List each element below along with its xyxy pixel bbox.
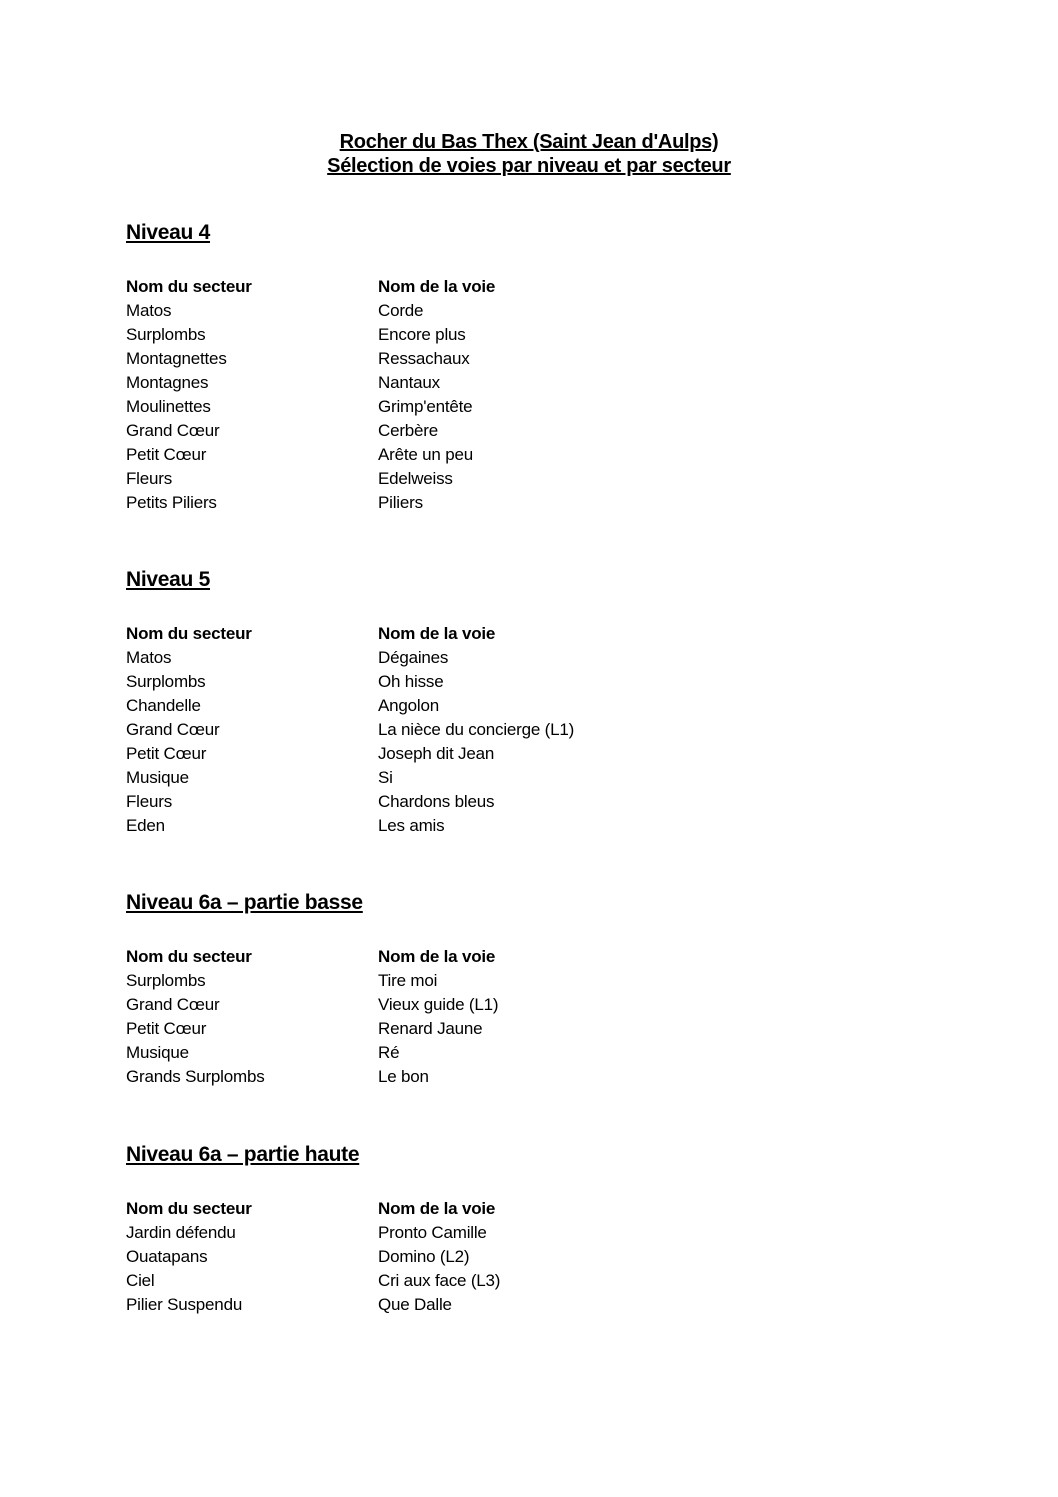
sector-cell: Moulinettes [126, 397, 211, 416]
table-row [126, 491, 678, 515]
route-cell: Pronto Camille [378, 1223, 487, 1242]
sector-cell: Eden [126, 816, 165, 835]
route-cell: La nièce du concierge (L1) [378, 720, 575, 739]
table-row [126, 1221, 678, 1245]
table-row [126, 694, 678, 718]
route-cell: Le bon [378, 1067, 429, 1086]
sector-cell: Surplombs [126, 672, 206, 691]
route-table [126, 945, 678, 1089]
sector-cell: Chandelle [126, 696, 201, 715]
title-line-1: Rocher du Bas Thex (Saint Jean d'Aulps) [339, 131, 719, 153]
sector-cell: Ciel [126, 1271, 155, 1290]
title-line-2: Sélection de voies par niveau et par secteur [327, 155, 731, 177]
route-cell: Que Dalle [378, 1295, 452, 1314]
table-row [126, 443, 678, 467]
table-row [126, 419, 678, 443]
table-row [126, 814, 678, 838]
table-row [126, 670, 678, 694]
table-row [126, 969, 678, 993]
sector-cell: Matos [126, 648, 172, 667]
route-cell: Piliers [378, 493, 423, 512]
table-row [126, 1245, 678, 1269]
route-cell: Vieux guide (L1) [378, 995, 499, 1014]
sector-cell: Surplombs [126, 971, 206, 990]
section-niveau-6a-basse [126, 890, 926, 1089]
section-heading: Niveau 4 [126, 221, 210, 244]
route-cell: Cri aux face (L3) [378, 1271, 501, 1290]
table-row [126, 323, 678, 347]
section-heading: Niveau 6a – partie haute [126, 1143, 360, 1166]
sector-cell: Fleurs [126, 469, 173, 488]
sector-cell: Grands Surplombs [126, 1067, 265, 1086]
table-row [126, 371, 678, 395]
route-cell: Domino (L2) [378, 1247, 470, 1266]
route-cell: Dégaines [378, 648, 449, 667]
route-cell: Angolon [378, 696, 439, 715]
route-cell: Edelweiss [378, 469, 453, 488]
sector-cell: Petit Cœur [126, 445, 207, 464]
sector-cell: Montagnes [126, 373, 209, 392]
sector-cell: Musique [126, 1043, 189, 1062]
section-niveau-6a-haute [126, 1142, 926, 1317]
table-row [126, 1269, 678, 1293]
route-cell: Chardons bleus [378, 792, 495, 811]
sector-cell: Petits Piliers [126, 493, 217, 512]
table-row [126, 347, 678, 371]
route-table [126, 275, 678, 515]
table-header-row [126, 275, 678, 299]
route-column-header: Nom de la voie [378, 277, 496, 296]
route-cell: Tire moi [378, 971, 438, 990]
route-cell: Cerbère [378, 421, 439, 440]
table-header-row [126, 1197, 678, 1221]
table-row [126, 718, 678, 742]
sector-column-header: Nom du secteur [126, 1199, 252, 1218]
sector-cell: Montagnettes [126, 349, 227, 368]
table-row [126, 1017, 678, 1041]
route-cell: Corde [378, 301, 424, 320]
route-column-header: Nom de la voie [378, 624, 496, 643]
route-cell: Si [378, 768, 393, 787]
table-header-row [126, 945, 678, 969]
route-cell: Oh hisse [378, 672, 444, 691]
sector-column-header: Nom du secteur [126, 947, 252, 966]
table-row [126, 646, 678, 670]
route-cell: Renard Jaune [378, 1019, 483, 1038]
section-niveau-4 [126, 220, 926, 515]
route-cell: Ressachaux [378, 349, 470, 368]
route-cell: Joseph dit Jean [378, 744, 495, 763]
table-row [126, 1041, 678, 1065]
sector-cell: Petit Cœur [126, 744, 207, 763]
table-header-row [126, 622, 678, 646]
route-cell: Les amis [378, 816, 445, 835]
route-cell: Arête un peu [378, 445, 473, 464]
section-heading: Niveau 6a – partie basse [126, 891, 363, 914]
route-column-header: Nom de la voie [378, 947, 496, 966]
route-cell: Encore plus [378, 325, 466, 344]
sector-cell: Grand Cœur [126, 421, 220, 440]
table-row [126, 1293, 678, 1317]
sector-cell: Ouatapans [126, 1247, 208, 1266]
sector-column-header: Nom du secteur [126, 277, 252, 296]
sector-cell: Jardin défendu [126, 1223, 236, 1242]
route-cell: Nantaux [378, 373, 440, 392]
table-row [126, 993, 678, 1017]
table-row [126, 395, 678, 419]
sector-cell: Pilier Suspendu [126, 1295, 243, 1314]
document-title [0, 130, 1058, 178]
section-niveau-5 [126, 567, 926, 838]
sector-cell: Grand Cœur [126, 720, 220, 739]
sector-column-header: Nom du secteur [126, 624, 252, 643]
route-column-header: Nom de la voie [378, 1199, 496, 1218]
table-row [126, 467, 678, 491]
sector-cell: Petit Cœur [126, 1019, 207, 1038]
table-row [126, 742, 678, 766]
table-row [126, 790, 678, 814]
sector-cell: Fleurs [126, 792, 173, 811]
route-cell: Grimp'entête [378, 397, 473, 416]
route-cell: Ré [378, 1043, 400, 1062]
sector-cell: Musique [126, 768, 189, 787]
section-heading: Niveau 5 [126, 568, 210, 591]
table-row [126, 1065, 678, 1089]
sector-cell: Matos [126, 301, 172, 320]
route-table [126, 622, 678, 838]
sector-cell: Surplombs [126, 325, 206, 344]
route-table [126, 1197, 678, 1317]
sector-cell: Grand Cœur [126, 995, 220, 1014]
table-row [126, 299, 678, 323]
table-row [126, 766, 678, 790]
